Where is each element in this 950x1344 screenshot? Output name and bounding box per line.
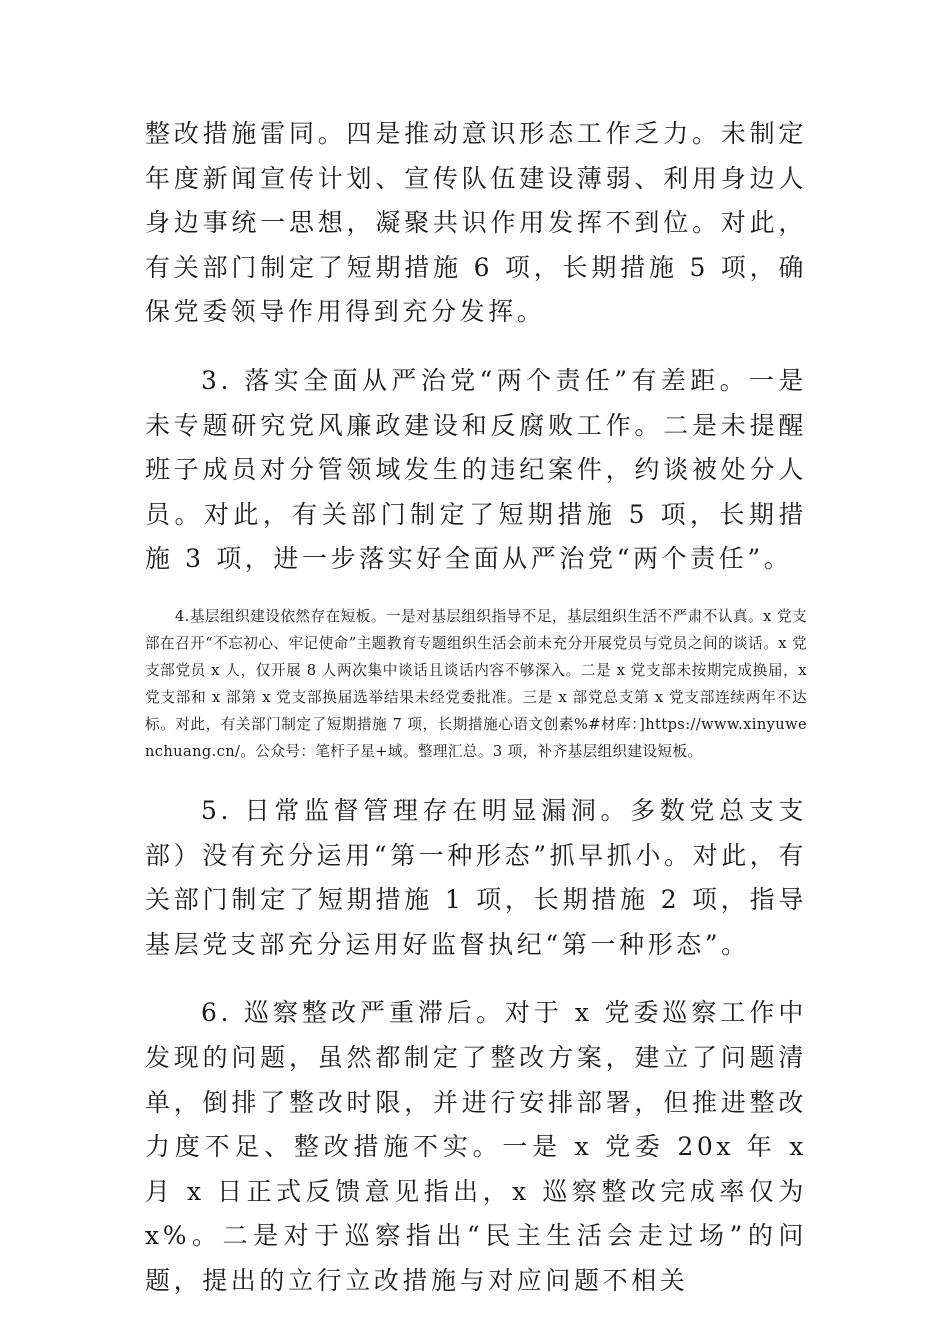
paragraph-item-3: 3. 落实全面从严治党“两个责任”有差距。一是未专题研究党风廉政建设和反腐败工作。二是未提醒班子成员对分管领域发生的违纪案件，约谈被处分人员。对此，有关部门制定了短期措施 5 项，长期措施 3 项，进一步落实好全面从严治党“两个责任”。 — [145, 365, 807, 574]
paragraph-item-4: 4.基层组织建设依然存在短板。一是对基层组织指导不足，基层组织生活不严肃不认真。x 党支部在召开“不忘初心、牢记使命”主题教育专题组织生活会前未充分开展党员与党员之间的谈话。x 党支部党员 x 人，仅开展 8 人两次集中谈话且谈话内容不够深入。二是 x 党支部未按期完成换届，x 党支部和 x 部第 x 党支部换届选举结果未经党委批准。三是 x 部党总支第 x 党支部连续两年不达标。对此，有关部门制定了短期措施 7 项，长期措施心语文创素%#材库：]https://www.xinyuwenchuang.cn/。公众号：笔杆子星+域。整理汇总。3 项，补齐基层组织建设短板。 — [145, 607, 807, 760]
paragraph-item-5: 5. 日常监督管理存在明显漏洞。多数党总支支部）没有充分运用“第一种形态”抓早抓小。对此，有关部门制定了短期措施 1 项，长期措施 2 项，指导基层党支部充分运用好监督执纪“第一种形态”。 — [145, 795, 807, 959]
paragraph-continuation: 整改措施雷同。四是推动意识形态工作乏力。未制定年度新闻宣传计划、宣传队伍建设薄弱、利用身边人身边事统一思想，凝聚共识作用发挥不到位。对此，有关部门制定了短期措施 6 项，长期措施 5 项，确保党委领导作用得到充分发挥。 — [145, 119, 807, 327]
document-body — [145, 112, 807, 1303]
paragraph-item-6: 6. 巡察整改严重滞后。对于 x 党委巡察工作中发现的问题，虽然都制定了整改方案，建立了问题清单，倒排了整改时限，并进行安排部署，但推进整改力度不足、整改措施不实。一是 x 党委 20x 年 x 月 x 日正式反馈意见指出，x 巡察整改完成率仅为 x%。二是对于巡察指出“民主生活会走过场”的问题，提出的立行立改措施与对应问题不相关 — [145, 998, 807, 1295]
